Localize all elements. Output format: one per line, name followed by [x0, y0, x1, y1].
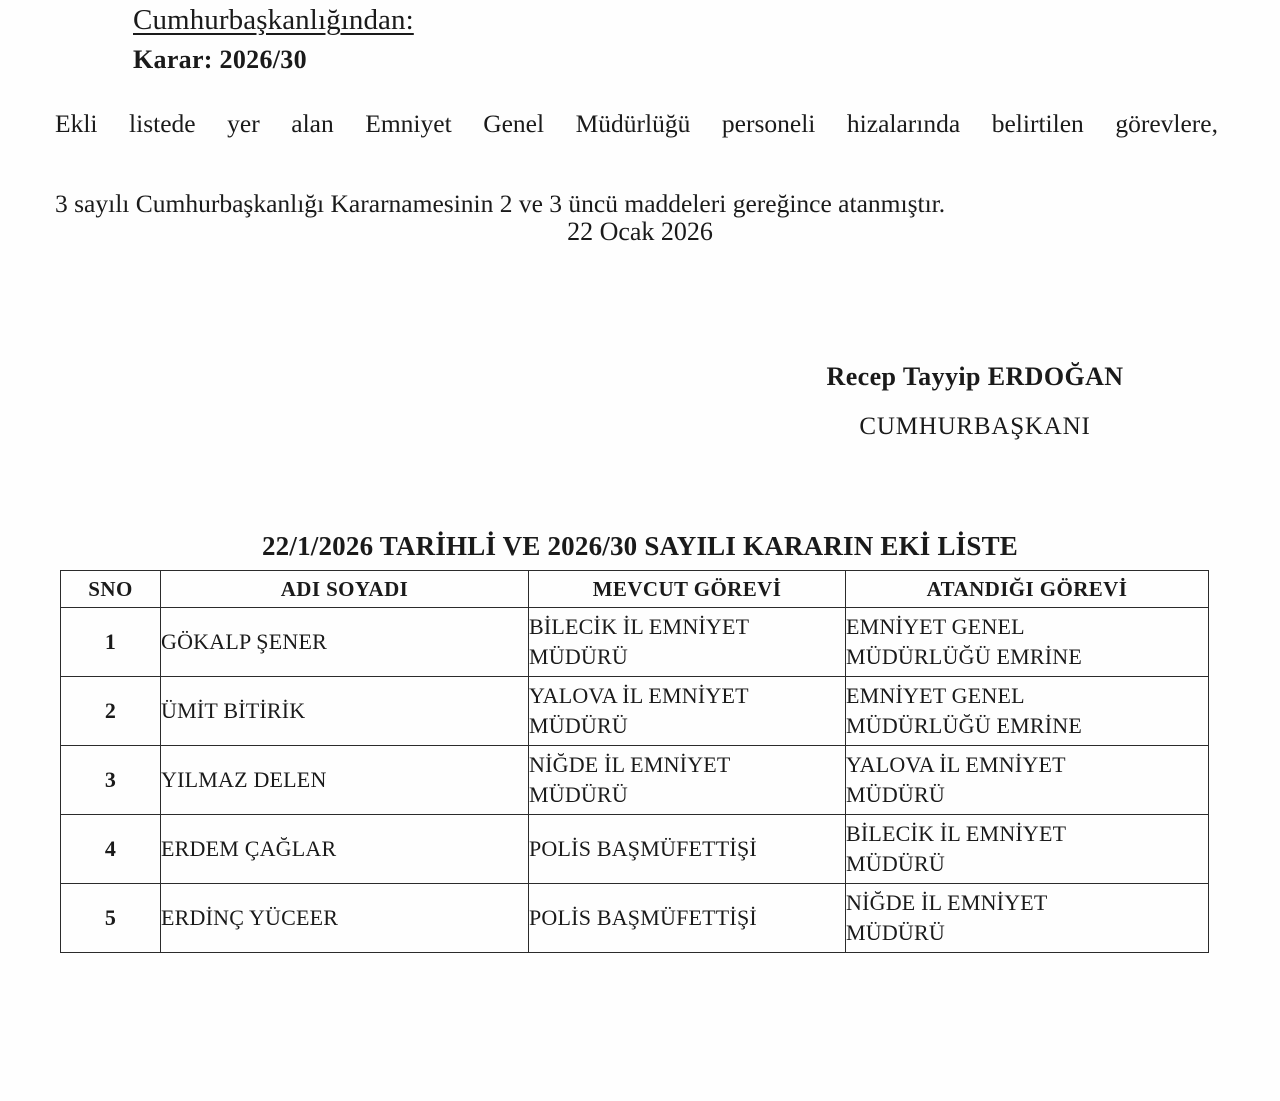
cell-current-post-line-1: YALOVA İL EMNİYET: [529, 683, 749, 708]
cell-current-post: [529, 608, 846, 677]
cell-current-post: [529, 815, 846, 884]
cell-current-post-line-1: POLİS BAŞMÜFETTİŞİ: [529, 905, 757, 930]
decision-body-line-1: Ekli listede yer alan Emniyet Genel Müdürlüğü personeli hizalarında belirtilen görevlere,: [55, 109, 1218, 138]
cell-current-post-line-2: MÜDÜRÜ: [529, 782, 628, 807]
decision-body: [55, 104, 1218, 224]
issuer-heading: Cumhurbaşkanlığından:: [133, 4, 414, 36]
cell-current-post: [529, 677, 846, 746]
table-row: [61, 746, 1209, 815]
cell-new-post: [846, 608, 1209, 677]
cell-current-post-line-2: MÜDÜRÜ: [529, 713, 628, 738]
cell-new-post-line-1: BİLECİK İL EMNİYET: [846, 821, 1067, 846]
annex-title: 22/1/2026 TARİHLİ VE 2026/30 SAYILI KARARIN EKİ LİSTE: [261, 531, 1019, 561]
decision-number: Karar: 2026/30: [133, 45, 307, 74]
annex-table-container: [60, 570, 1208, 953]
cell-new-post: [846, 884, 1209, 953]
column-header-name: ADI SOYADI: [161, 571, 529, 608]
cell-new-post-line-2: MÜDÜRÜ: [846, 920, 945, 945]
table-row: [61, 677, 1209, 746]
cell-current-post: [529, 746, 846, 815]
cell-sno: 1: [61, 608, 161, 677]
cell-new-post-line-1: NİĞDE İL EMNİYET: [846, 890, 1048, 915]
column-header-current-post: MEVCUT GÖREVİ: [529, 571, 846, 608]
decision-body-line-2: 3 sayılı Cumhurbaşkanlığı Kararnamesinin 2 ve 3 üncü maddeleri gereğince atanmıştır.: [55, 189, 946, 218]
cell-sno: 2: [61, 677, 161, 746]
annex-table: [60, 570, 1209, 953]
cell-new-post-line-2: MÜDÜRLÜĞÜ EMRİNE: [846, 644, 1083, 669]
cell-sno: 3: [61, 746, 161, 815]
table-row: [61, 608, 1209, 677]
cell-current-post: [529, 884, 846, 953]
cell-name: GÖKALP ŞENER: [161, 608, 529, 677]
cell-new-post: [846, 746, 1209, 815]
cell-new-post-line-1: EMNİYET GENEL: [846, 614, 1025, 639]
cell-current-post-line-2: MÜDÜRÜ: [529, 644, 628, 669]
cell-name: ERDEM ÇAĞLAR: [161, 815, 529, 884]
cell-new-post: [846, 677, 1209, 746]
cell-sno: 4: [61, 815, 161, 884]
cell-name: ÜMİT BİTİRİK: [161, 677, 529, 746]
signature-title: CUMHURBAŞKANI: [859, 413, 1091, 440]
column-header-new-post: ATANDIĞI GÖREVİ: [846, 571, 1209, 608]
cell-new-post-line-1: YALOVA İL EMNİYET: [846, 752, 1066, 777]
cell-current-post-line-1: NİĞDE İL EMNİYET: [529, 752, 731, 777]
cell-current-post-line-1: BİLECİK İL EMNİYET: [529, 614, 750, 639]
cell-name: ERDİNÇ YÜCEER: [161, 884, 529, 953]
signature-name: Recep Tayyip ERDOĞAN: [826, 362, 1124, 391]
cell-new-post-line-1: EMNİYET GENEL: [846, 683, 1025, 708]
decision-date: 22 Ocak 2026: [567, 217, 713, 246]
cell-new-post-line-2: MÜDÜRÜ: [846, 782, 945, 807]
column-header-sno: SNO: [61, 571, 161, 608]
cell-new-post-line-2: MÜDÜRÜ: [846, 851, 945, 876]
table-header-row: [61, 571, 1209, 608]
table-row: [61, 884, 1209, 953]
cell-new-post: [846, 815, 1209, 884]
cell-current-post-line-1: POLİS BAŞMÜFETTİŞİ: [529, 836, 757, 861]
cell-name: YILMAZ DELEN: [161, 746, 529, 815]
signature-block: [680, 358, 1270, 446]
cell-sno: 5: [61, 884, 161, 953]
cell-new-post-line-2: MÜDÜRLÜĞÜ EMRİNE: [846, 713, 1083, 738]
table-row: [61, 815, 1209, 884]
